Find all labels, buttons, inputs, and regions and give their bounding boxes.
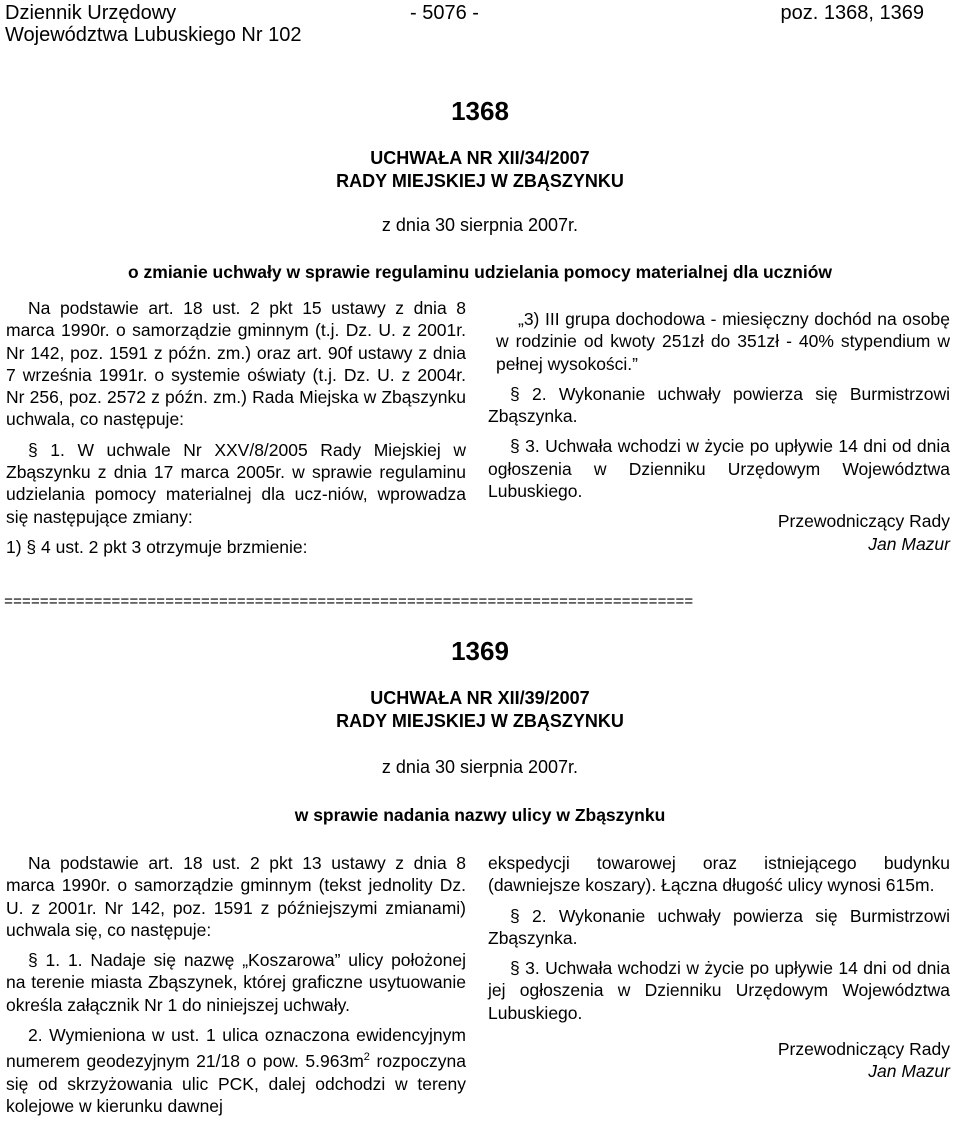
street-description-paragraph [6,1024,466,1117]
left-column-1369 [6,852,466,1117]
signature-title: Przewodniczący Rady [777,511,950,532]
section-3-paragraph: § 3. Uchwała wchodzi w życie po upływie 14 dni od dnia ogłoszenia w Dzienniku Urzędowym Województwa Lubuskiego. [488,436,950,502]
street-continuation-paragraph: ekspedycji towarowej oraz istniejącego budynku (dawniejsze koszary). Łączna długość ulicy wynosi 615m. [488,853,950,896]
amendment-point: 1) § 4 ust. 2 pkt 3 otrzymuje brzmienie: [6,536,308,557]
signature-name: Jan Mazur [868,533,950,554]
section-2-paragraph: § 2. Wykonanie uchwały powierza się Burmistrzowi Zbąszynka. [488,383,950,427]
signature-title: Przewodniczący Rady [777,1039,950,1060]
section-1-paragraph: § 1. 1. Nadaje się nazwę „Koszarowa” ulicy położonej na terenie miasta Zbąszynek, której graficzne usytuowanie określa załącznik Nr 1 do niniejszej uchwały. [6,950,466,1015]
resolution-title-1369: UCHWAŁA NR XII/39/2007 [370,688,590,708]
street-description-text: 2. Wymieniona w ust. 1 ulica oznaczona ewidencyjnym numerem geodezyjnym 21/18 o pow. 5.963m [6,1025,466,1072]
resolution-date-1369: z dnia 30 sierpnia 2007r. [381,757,579,777]
area-exponent: 2 [363,1051,370,1064]
section-1-paragraph: § 1. W uchwale Nr XXV/8/2005 Rady Miejskiej w Zbąszynku z dnia 17 marca 2005r. w sprawie regulaminu udzielania pomocy materialnej dla ucz-niów, wprowadza się następujące zmiany: [6,439,466,527]
resolution-date-1368: z dnia 30 sierpnia 2007r. [381,215,579,235]
resolution-subject-1369: w sprawie nadania nazwy ulicy w Zbąszynku [294,805,666,825]
amended-text-paragraph: „3) III grupa dochodowa - miesięczny dochód na osobę w rodzinie od kwoty 251zł do 351zł - 40% stypendium w pełnej wysokości.” [496,309,950,374]
street-route-text: rozpoczyna się od skrzyżowania ulic PCK, dalej odchodzi w tereny kolejowe w kierunku dawnej [6,1051,466,1116]
resolution-subject-1368: o zmianie uchwały w sprawie regulaminu udzielania pomocy materialnej dla uczniów [127,262,833,282]
section-3-paragraph: § 3. Uchwała wchodzi w życie po upływie 14 dni od dnia jej ogłoszenia w Dzienniku Urzędowym Województwa Lubuskiego. [488,958,950,1023]
act-number-1368: 1368 [451,96,509,126]
legal-basis-paragraph: Na podstawie art. 18 ust. 2 pkt 13 ustawy z dnia 8 marca 1990r. o samorządzie gminnym (tekst jednolity Dz. U. z 2001r. Nr 142, poz. 1591 z późniejszymi zmianami) uchwala się, co następuje: [6,853,466,940]
page-number: - 5076 - [410,2,479,24]
journal-title: Dziennik Urzędowy [5,2,177,24]
document-separator: ============================================================================= [4,594,694,611]
right-column-1369 [488,852,950,1083]
council-name-1369: RADY MIEJSKIEJ W ZBĄSZYNKU [336,711,624,731]
resolution-title-1368: UCHWAŁA NR XII/34/2007 [370,148,590,168]
council-name-1368: RADY MIEJSKIEJ W ZBĄSZYNKU [336,171,624,191]
right-column-1368 [488,308,950,555]
legal-basis-paragraph: Na podstawie art. 18 ust. 2 pkt 15 ustawy z dnia 8 marca 1990r. o samorządzie gminnym (t.j. Dz. U. z 2001r. Nr 142, poz. 1591 z późn. zm.) oraz art. 90f ustawy z dnia 7 września 1991r. o systemie oświaty (t.j. Dz. U. z 2004r. Nr 256, poz. 2572 z późn. zm.) Rada Miejska w Zbąszynku uchwala, co następuje: [6,298,466,430]
left-column-1368 [6,297,466,558]
signature-name: Jan Mazur [868,1061,950,1082]
journal-subtitle: Województwa Lubuskiego Nr 102 [5,24,302,46]
act-number-1369: 1369 [451,636,509,666]
section-2-paragraph: § 2. Wykonanie uchwały powierza się Burmistrzowi Zbąszynka. [488,905,950,948]
position-numbers: poz. 1368, 1369 [780,2,924,24]
